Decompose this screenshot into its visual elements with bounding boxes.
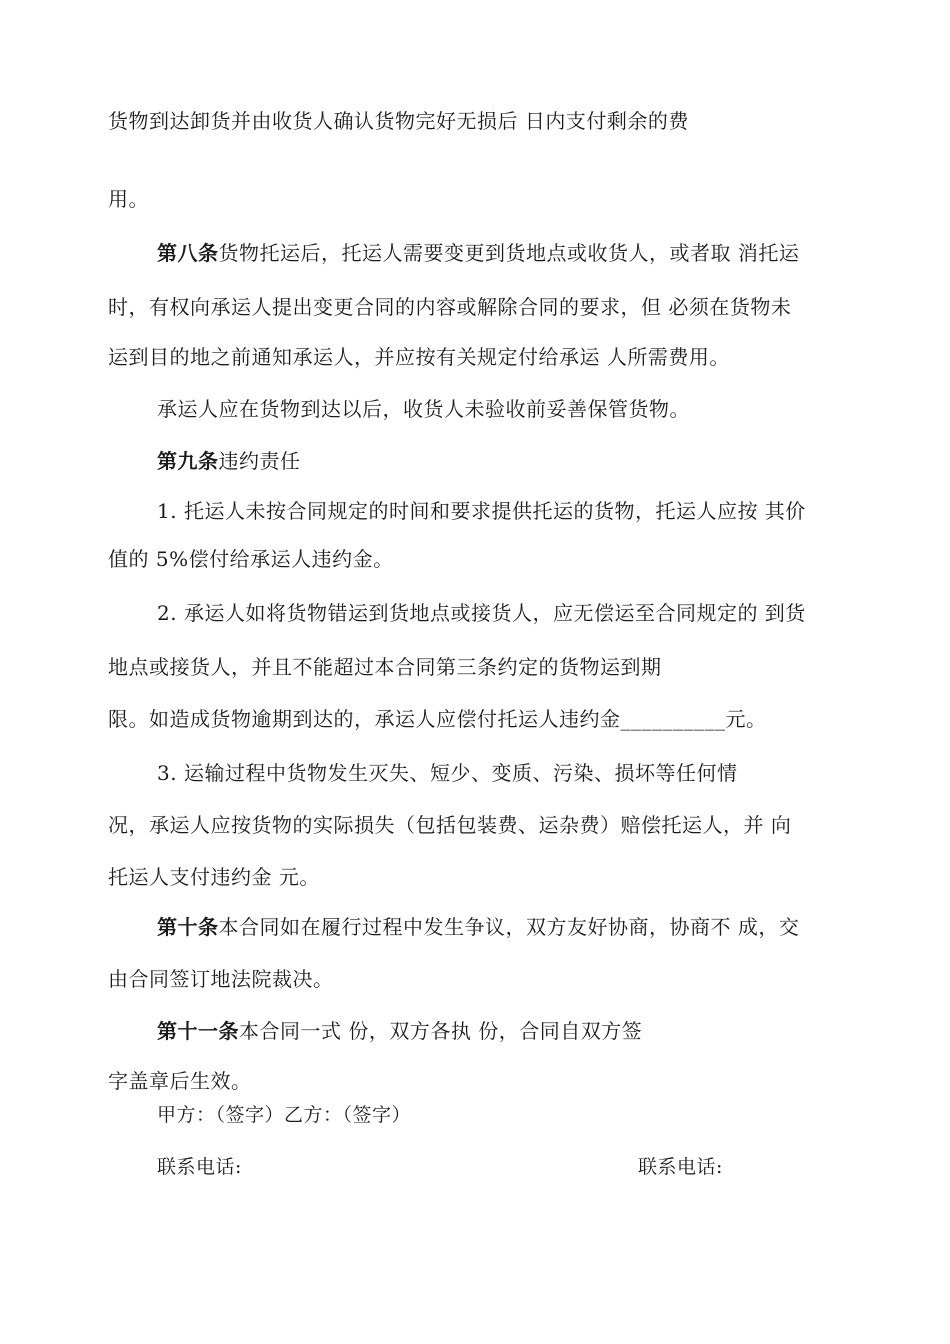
- article-8-line: 第八条货物托运后，托运人需要变更到货地点或收货人，或者取 消托运: [157, 241, 800, 265]
- article-heading: 第十条: [157, 915, 219, 939]
- article-heading: 第八条: [157, 241, 219, 265]
- paragraph-line: 承运人应在货物到达以后，收货人未验收前妥善保管货物。: [157, 397, 690, 421]
- paragraph-line: 由合同签订地法院裁决。: [108, 967, 334, 991]
- article-heading: 第九条: [157, 449, 219, 473]
- paragraph-line: 限。如造成货物逾期到达的，承运人应偿付托运人违约金__________元。: [108, 707, 767, 731]
- paragraph-line: 托运人支付违约金 元。: [108, 865, 320, 889]
- phone-label-right: 联系电话:: [638, 1156, 723, 1178]
- paragraph-line: 运到目的地之前通知承运人，并应按有关规定付给承运 人所需费用。: [108, 345, 730, 369]
- list-item-1: 1. 托运人未按合同规定的时间和要求提供托运的货物，托运人应按 其价: [157, 499, 806, 523]
- list-item-2: 2. 承运人如将货物错运到货地点或接货人，应无偿运至合同规定的 到货: [157, 601, 806, 625]
- paragraph-line: 值的 5%偿付给承运人违约金。: [108, 547, 394, 571]
- list-item-3: 3. 运输过程中货物发生灭失、短少、变质、污染、损坏等任何情: [157, 761, 738, 785]
- signature-parties: 甲方：（签字）乙方：（签字）: [157, 1104, 412, 1126]
- paragraph-line: 时，有权向承运人提出变更合同的内容或解除合同的要求，但 必须在货物未: [108, 295, 792, 319]
- paragraph-line: 况，承运人应按货物的实际损失（包括包装费、运杂费）赔偿托运人，并 向: [108, 813, 792, 837]
- paragraph-line: 字盖章后生效。: [108, 1069, 252, 1093]
- article-10-line: 第十条本合同如在履行过程中发生争议，双方友好协商，协商不 成，交: [157, 915, 800, 939]
- article-9-line: 第九条违约责任: [157, 449, 301, 473]
- paragraph-line: 用。: [108, 187, 149, 211]
- paragraph-line: 货物到达卸货并由收货人确认货物完好无损后 日内支付剩余的费: [108, 109, 689, 133]
- article-11-line: 第十一条本合同一式 份，双方各执 份，合同自双方签: [157, 1019, 643, 1043]
- phone-label-left: 联系电话:: [157, 1156, 242, 1178]
- article-heading: 第十一条: [157, 1019, 239, 1043]
- paragraph-line: 地点或接货人，并且不能超过本合同第三条约定的货物运到期: [108, 655, 662, 679]
